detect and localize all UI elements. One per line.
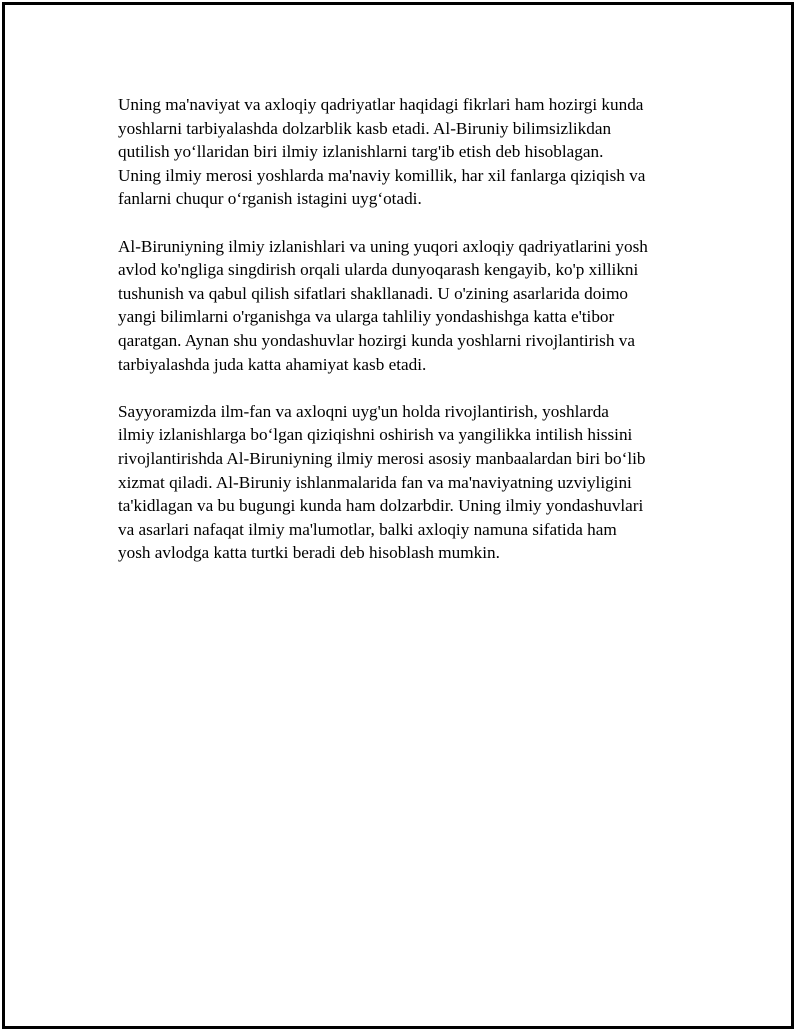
text-line: tarbiyalashda juda katta ahamiyat kasb etadi. [118, 354, 427, 374]
text-line: va asarlari nafaqat ilmiy ma'lumotlar, balki axloqiy namuna sifatida ham [118, 519, 617, 539]
text-line: fanlarni chuqur o‘rganish istagini uyg‘otadi. [118, 189, 422, 209]
text-line: yoshlarni tarbiyalashda dolzarblik kasb etadi. Al-Biruniy bilimsizlikdan [118, 118, 612, 138]
text-line: Al-Biruniyning ilmiy izlanishlari va uning yuqori axloqiy qadriyatlarini yosh [118, 236, 648, 256]
text-line: ilmiy izlanishlarga bo‘lgan qiziqishni oshirish va yangilikka intilish hissini [118, 425, 633, 445]
text-line: Sayyoramizda ilm-fan va axloqni uyg'un holda rivojlantirish, yoshlarda [118, 401, 609, 421]
text-line: qaratgan. Aynan shu yondashuvlar hozirgi kunda yoshlarni rivojlantirish va [118, 330, 635, 350]
paragraph-3 [118, 400, 698, 565]
paragraph-2 [118, 235, 698, 377]
text-line: tushunish va qabul qilish sifatlari shakllanadi. U o'zining asarlarida doimo [118, 283, 629, 303]
document-body [118, 93, 698, 588]
text-line: yangi bilimlarni o'rganishga va ularga tahliliy yondashishga katta e'tibor [118, 307, 615, 327]
paragraph-1 [118, 93, 698, 211]
text-line: Uning ma'naviyat va axloqiy qadriyatlar haqidagi fikrlari ham hozirgi kunda [118, 95, 644, 114]
text-line: qutilish yo‘llaridan biri ilmiy izlanishlarni targ'ib etish deb hisoblagan. [118, 142, 604, 162]
text-line: avlod ko'ngliga singdirish orqali ularda dunyoqarash kengayib, ko'p xillikni [118, 260, 639, 280]
text-line: Uning ilmiy merosi yoshlarda ma'naviy komillik, har xil fanlarga qiziqish va [118, 165, 646, 185]
text-line: xizmat qiladi. Al-Biruniy ishlanmalarida fan va ma'naviyatning uzviyligini [118, 472, 632, 492]
text-line: yosh avlodga katta turtki beradi deb hisoblash mumkin. [118, 543, 500, 563]
text-line: ta'kidlagan va bu bugungi kunda ham dolzarbdir. Uning ilmiy yondashuvlari [118, 496, 644, 516]
text-line: rivojlantirishda Al-Biruniyning ilmiy merosi asosiy manbaalardan biri bo‘lib [118, 448, 646, 468]
